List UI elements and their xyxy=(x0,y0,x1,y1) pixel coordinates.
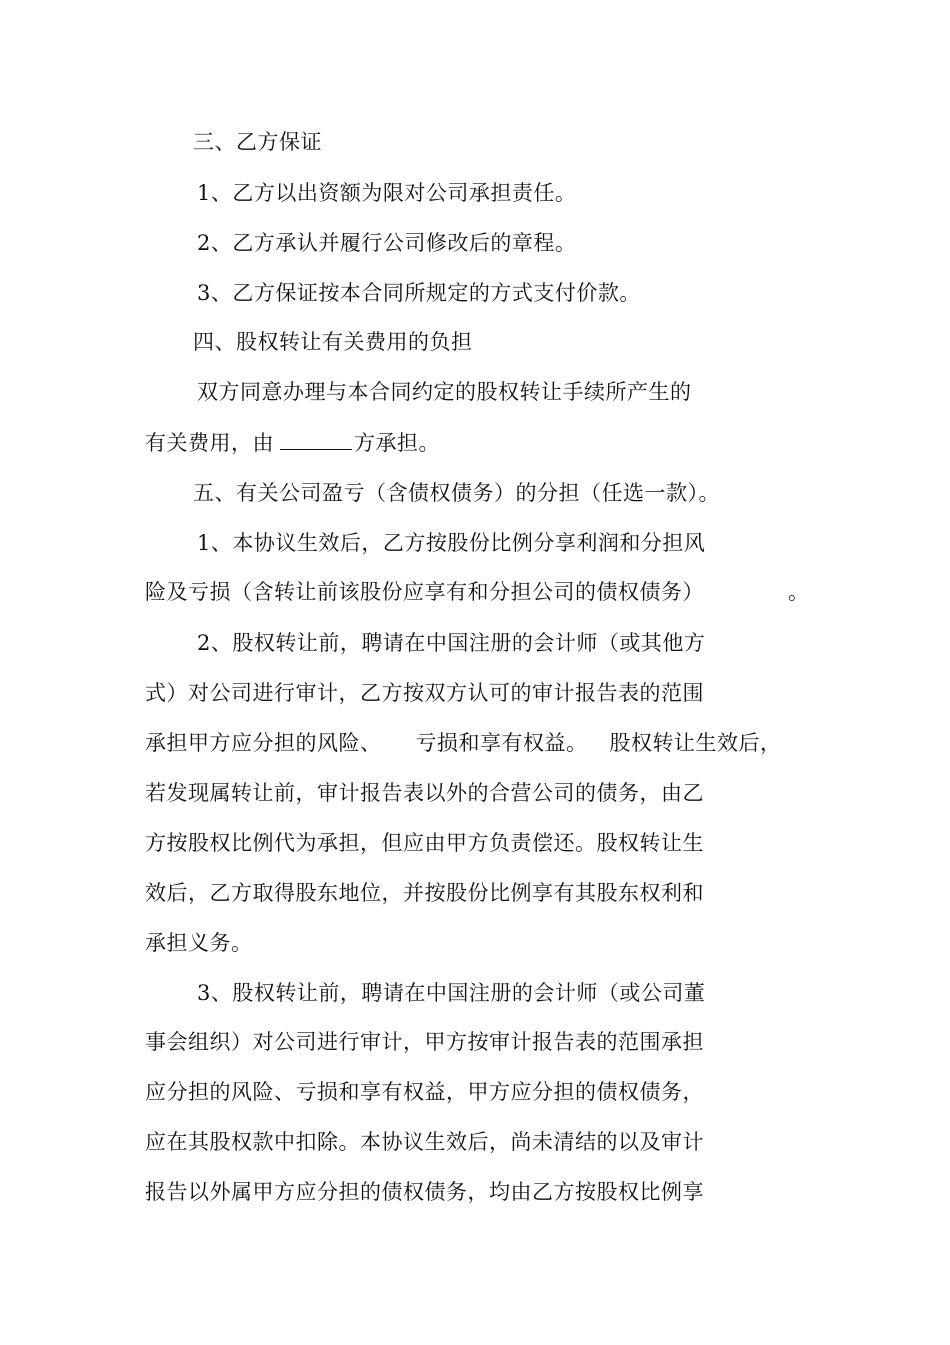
section-5-item-2-line-2: 式）对公司进行审计，乙方按双方认可的审计报告表的范围 xyxy=(145,681,704,705)
fee-party-blank xyxy=(280,429,352,450)
section-5-item-1-period: 。 xyxy=(788,580,810,604)
item-2-line-3-part-b: 亏损和享有权益。 xyxy=(415,731,588,755)
section-4-paragraph-line-1: 双方同意办理与本合同约定的股权转让手续所产生的 xyxy=(197,380,692,404)
fee-clause-prefix: 有关费用，由 xyxy=(145,431,274,455)
section-5-item-2-line-7: 承担义务。 xyxy=(145,931,253,955)
section-3-item-1: 1、乙方以出资额为限对公司承担责任。 xyxy=(197,181,577,205)
section-5-item-3-line-4: 应在其股权款中扣除。本协议生效后，尚未清结的以及审计 xyxy=(145,1130,704,1154)
section-5-item-2-line-4: 若发现属转让前，审计报告表以外的合营公司的债务，由乙 xyxy=(145,781,704,805)
section-4-paragraph-line-2 xyxy=(145,429,440,457)
item-2-line-3-part-a: 承担甲方应分担的风险、 xyxy=(145,731,382,755)
section-5-heading: 五、有关公司盈亏（含债权债务）的分担（任选一款）。 xyxy=(193,481,720,505)
section-5-item-2-line-6: 效后，乙方取得股东地位，并按股份比例享有其股东权利和 xyxy=(145,881,704,905)
section-5-item-1-line-2: 险及亏损（含转让前该股份应享有和分担公司的债权债务） xyxy=(145,580,704,604)
section-3-heading: 三、乙方保证 xyxy=(193,130,322,154)
section-5-item-2-line-3 xyxy=(145,729,782,757)
item-2-line-3-part-c: 股权转让生效后， xyxy=(609,731,782,755)
section-5-item-2-line-1: 2、股权转让前，聘请在中国注册的会计师（或其他方 xyxy=(197,631,706,655)
section-3-item-3: 3、乙方保证按本合同所规定的方式支付价款。 xyxy=(197,281,641,305)
fee-clause-suffix: 方承担。 xyxy=(354,431,440,455)
section-5-item-1-line-1: 1、本协议生效后，乙方按股份比例分享利润和分担风 xyxy=(197,531,706,555)
section-4-heading: 四、股权转让有关费用的负担 xyxy=(193,330,473,354)
section-5-item-3-line-3: 应分担的风险、亏损和享有权益，甲方应分担的债权债务， xyxy=(145,1080,704,1104)
section-5-item-3-line-1: 3、股权转让前，聘请在中国注册的会计师（或公司董 xyxy=(197,981,706,1005)
section-5-item-3-line-2: 事会组织）对公司进行审计，甲方按审计报告表的范围承担 xyxy=(145,1030,704,1054)
section-3-item-2: 2、乙方承认并履行公司修改后的章程。 xyxy=(197,231,577,255)
section-5-item-3-line-5: 报告以外属甲方应分担的债权债务，均由乙方按股权比例享 xyxy=(145,1180,704,1204)
section-5-item-2-line-5: 方按股权比例代为承担，但应由甲方负责偿还。股权转让生 xyxy=(145,831,704,855)
